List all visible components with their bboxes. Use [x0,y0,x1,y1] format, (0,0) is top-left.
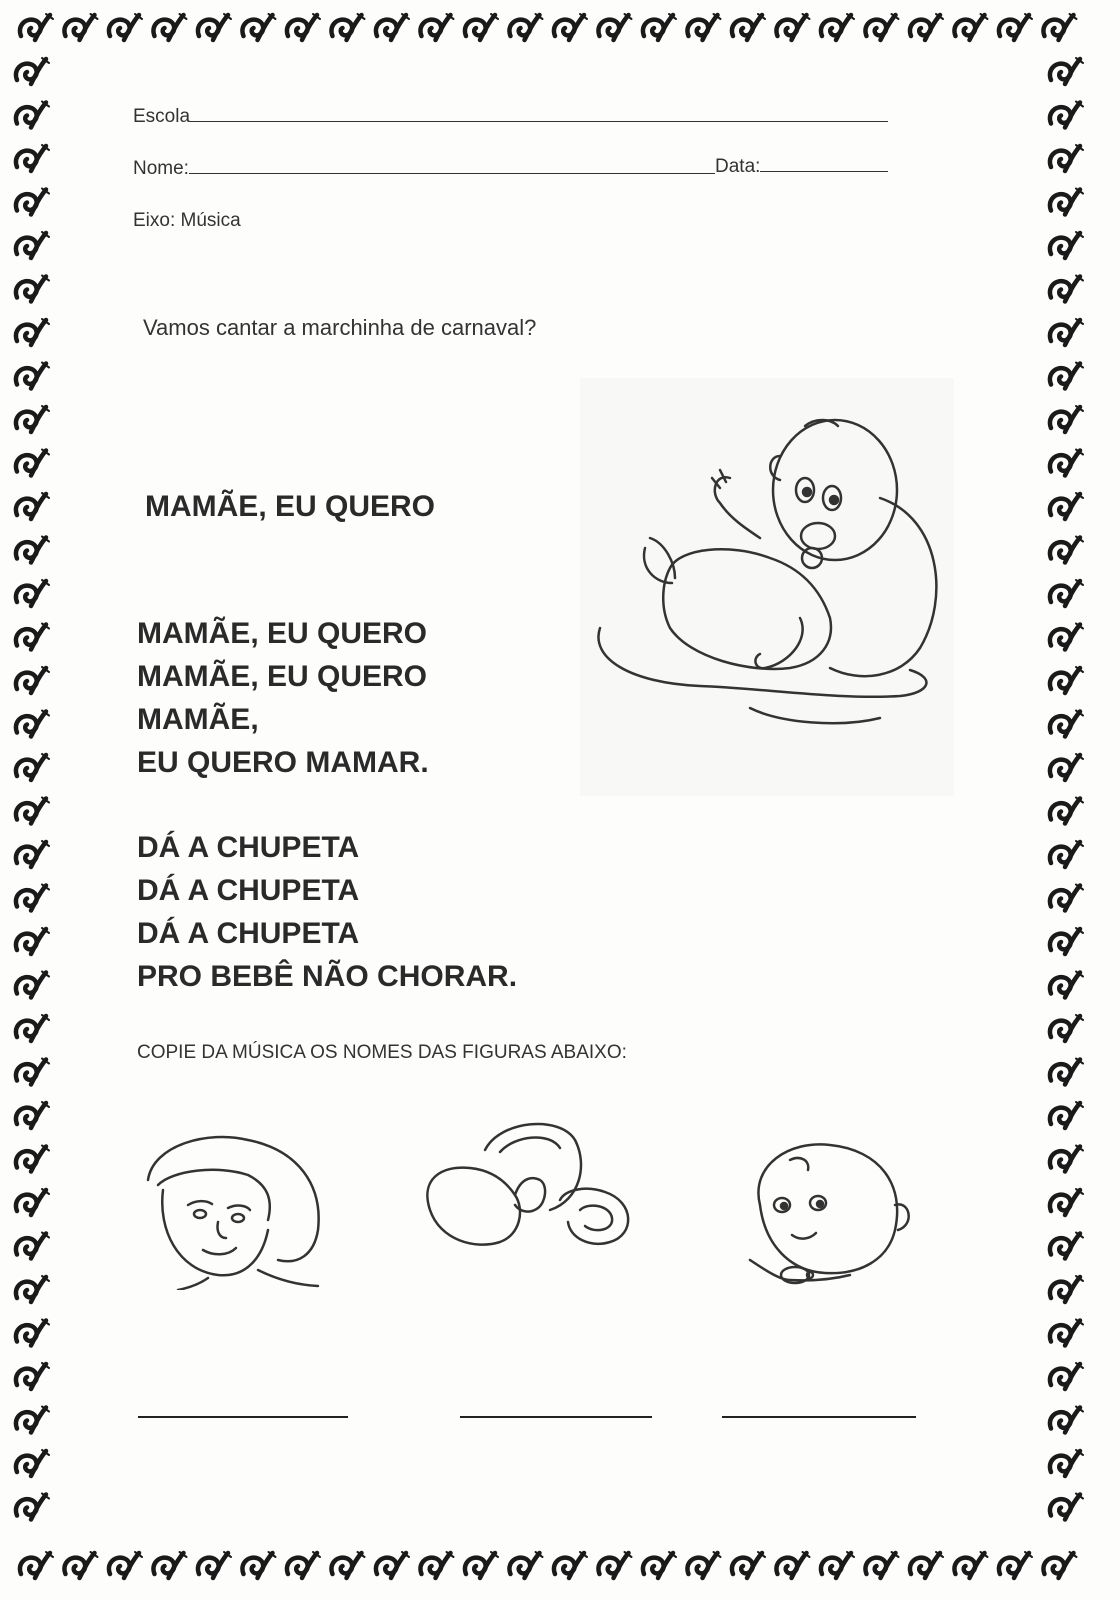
swirl-ornament [1050,232,1083,258]
swirl-ornament [1050,1146,1083,1172]
swirl-ornament [16,1015,49,1041]
swirl-ornament [16,1233,49,1259]
swirl-ornament [910,1552,943,1578]
date-label: Data: [715,156,761,177]
swirl-ornament [16,580,49,606]
swirl-ornament [1050,1189,1083,1215]
swirl-ornament [242,14,275,40]
swirl-ornament [1050,1059,1083,1085]
swirl-ornament [1050,1363,1083,1389]
swirl-ornament [16,1059,49,1085]
swirl-ornament [1050,493,1083,519]
axis-label: Eixo: Música [133,210,241,231]
swirl-ornament [331,14,364,40]
swirl-ornament [16,406,49,432]
swirl-ornament [1050,1276,1083,1302]
swirl-ornament [153,14,186,40]
verse-line: EU QUERO MAMAR. [137,746,429,779]
instruction-text: COPIE DA MÚSICA OS NOMES DAS FIGURAS ABAIXO: [137,1042,627,1063]
swirl-ornament [16,1320,49,1346]
verse-line: MAMÃE, EU QUERO [137,660,428,693]
swirl-ornament [554,1552,587,1578]
verse-line: DÁ A CHUPETA [137,874,360,907]
verse-1 [137,612,429,784]
swirl-ornament [331,1552,364,1578]
swirl-ornament [1050,580,1083,606]
swirl-ornament [910,14,943,40]
verse-2 [137,826,517,998]
swirl-ornament [16,798,49,824]
swirl-ornament [16,102,49,128]
swirl-ornament [16,276,49,302]
swirl-ornament [16,363,49,389]
swirl-ornament [687,14,720,40]
swirl-ornament [16,928,49,954]
swirl-ornament [1050,928,1083,954]
swirl-ornament [16,885,49,911]
swirl-ornament [1050,1494,1083,1520]
swirl-ornament [16,1146,49,1172]
swirl-ornament [732,1552,765,1578]
verse-line: DÁ A CHUPETA [137,831,360,864]
swirl-ornament [20,14,53,40]
swirl-ornament [16,754,49,780]
swirl-ornament [16,1494,49,1520]
swirl-ornament [687,1552,720,1578]
swirl-ornament [376,1552,409,1578]
swirl-ornament [287,1552,320,1578]
swirl-ornament [509,14,542,40]
swirl-ornament [242,1552,275,1578]
swirl-ornament [954,1552,987,1578]
answer-line-3[interactable] [722,1416,916,1418]
school-label: Escola [133,106,191,127]
swirl-ornament [16,1363,49,1389]
swirl-ornament [865,14,898,40]
swirl-ornament [1050,1407,1083,1433]
swirl-ornament [16,972,49,998]
answer-line-1[interactable] [138,1416,348,1418]
baby-face-icon [730,1135,940,1295]
swirl-ornament [16,58,49,84]
swirl-ornament [1050,102,1083,128]
swirl-ornament [1050,1450,1083,1476]
swirl-ornament [509,1552,542,1578]
swirl-ornament [109,14,142,40]
swirl-ornament [16,1407,49,1433]
verse-line: MAMÃE, [137,703,259,736]
swirl-ornament [598,14,631,40]
school-field [133,106,888,128]
swirl-ornament [554,14,587,40]
swirl-ornament [776,1552,809,1578]
swirl-ornament [465,14,498,40]
swirl-ornament [821,1552,854,1578]
swirl-ornament [153,1552,186,1578]
swirl-ornament [16,1450,49,1476]
swirl-ornament [109,1552,142,1578]
swirl-ornament [1050,58,1083,84]
swirl-ornament [198,1552,231,1578]
swirl-ornament [16,537,49,563]
mother-face-icon [138,1130,356,1290]
swirl-ornament [16,711,49,737]
swirl-ornament [16,841,49,867]
swirl-ornament [1050,537,1083,563]
swirl-ornament [287,14,320,40]
name-field [133,158,715,180]
swirl-ornament [1050,319,1083,345]
date-write-line[interactable] [760,157,888,172]
swirl-ornament [16,189,49,215]
baby-with-pacifier-illustration [580,378,954,796]
swirl-ornament [1050,667,1083,693]
swirl-ornament [1050,406,1083,432]
swirl-ornament [16,493,49,519]
swirl-ornament [16,1276,49,1302]
swirl-ornament [16,145,49,171]
swirl-ornament [643,14,676,40]
answer-line-2[interactable] [460,1416,652,1418]
swirl-ornament [16,232,49,258]
swirl-ornament [16,667,49,693]
swirl-ornament [598,1552,631,1578]
swirl-ornament [1050,1233,1083,1259]
swirl-ornament [16,1189,49,1215]
swirl-ornament [1050,798,1083,824]
swirl-ornament [999,1552,1032,1578]
swirl-ornament [999,14,1032,40]
swirl-ornament [732,14,765,40]
verse-line: PRO BEBÊ NÃO CHORAR. [137,960,518,993]
verse-line: DÁ A CHUPETA [137,917,360,950]
swirl-ornament [643,1552,676,1578]
swirl-ornament [16,319,49,345]
swirl-ornament [1050,624,1083,650]
swirl-ornament [16,450,49,476]
date-field [715,156,888,178]
swirl-ornament [1050,189,1083,215]
swirl-ornament [376,14,409,40]
name-label: Nome: [133,158,189,179]
swirl-ornament [1050,885,1083,911]
swirl-ornament [20,1552,53,1578]
swirl-ornament [1050,145,1083,171]
swirl-ornament [64,14,97,40]
swirl-ornament [1050,363,1083,389]
school-write-line[interactable] [190,107,888,122]
song-title: MAMÃE, EU QUERO [145,490,436,523]
swirl-ornament [16,1102,49,1128]
swirl-ornament [465,1552,498,1578]
intro-question: Vamos cantar a marchinha de carnaval? [143,315,537,340]
swirl-ornament [776,14,809,40]
verse-line: MAMÃE, EU QUERO [137,617,428,650]
swirl-ornament [1043,1552,1076,1578]
swirl-ornament [1050,972,1083,998]
pacifier-icon [420,1110,650,1260]
swirl-ornament [420,14,453,40]
swirl-ornament [821,14,854,40]
swirl-ornament [1050,754,1083,780]
swirl-ornament [1050,450,1083,476]
swirl-ornament [865,1552,898,1578]
swirl-ornament [954,14,987,40]
swirl-ornament [198,14,231,40]
swirl-ornament [1050,711,1083,737]
swirl-ornament [1050,1015,1083,1041]
swirl-ornament [420,1552,453,1578]
swirl-ornament [1043,14,1076,40]
swirl-ornament [1050,1320,1083,1346]
swirl-ornament [1050,841,1083,867]
swirl-ornament [1050,1102,1083,1128]
name-write-line[interactable] [189,159,715,174]
swirl-ornament [64,1552,97,1578]
swirl-ornament [1050,276,1083,302]
swirl-ornament [16,624,49,650]
